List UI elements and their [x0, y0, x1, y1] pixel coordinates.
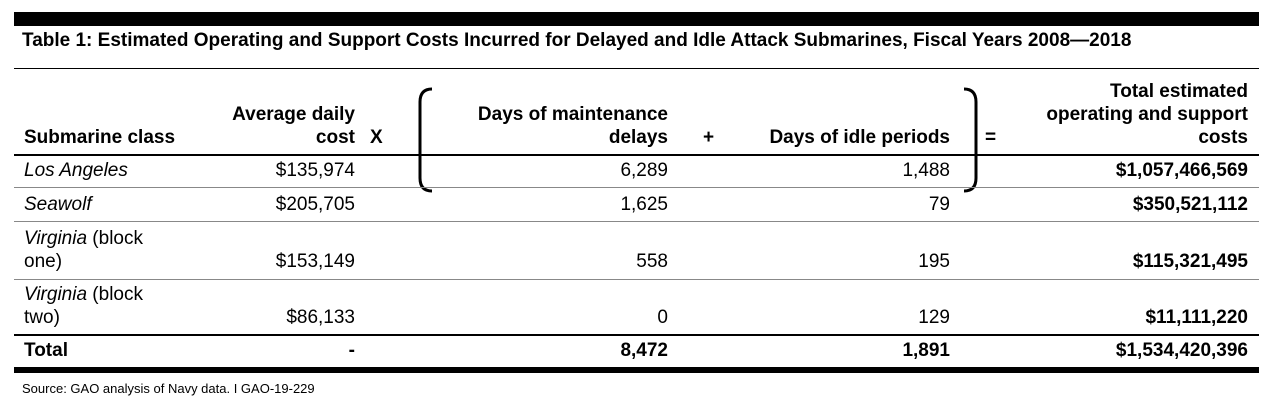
row-maint-days: 0	[657, 307, 668, 328]
row-class	[24, 227, 143, 250]
row-maint-days: 558	[636, 251, 668, 272]
total-idle-days: 1,891	[902, 340, 950, 361]
row-class-name: Virginia	[24, 228, 88, 249]
total-rule	[14, 334, 1259, 336]
header-times-operator: X	[370, 127, 383, 148]
bottom-rule	[14, 367, 1259, 373]
header-maint-delays-line2: delays	[608, 127, 668, 148]
header-maint-delays-line1: Days of maintenance	[477, 104, 668, 125]
row-divider	[14, 279, 1259, 280]
header-avg-cost-line1: Average daily	[232, 104, 355, 125]
row-class-suffix: (block	[87, 284, 143, 305]
row-total: $115,321,495	[1132, 251, 1248, 272]
total-avg-cost: -	[348, 340, 355, 361]
header-rule	[14, 154, 1259, 156]
row-total: $1,057,466,569	[1115, 160, 1248, 181]
header-total-line2: operating and support	[1046, 104, 1248, 125]
row-avg-cost: $153,149	[275, 251, 355, 272]
row-idle-days: 195	[918, 251, 950, 272]
total-maint-days: 8,472	[620, 340, 668, 361]
left-bracket-icon	[410, 86, 440, 194]
row-maint-days: 6,289	[620, 160, 668, 181]
row-total: $11,111,220	[1145, 307, 1248, 328]
row-idle-days: 79	[928, 194, 950, 215]
row-class-name: Virginia	[24, 284, 88, 305]
row-avg-cost: $135,974	[275, 160, 355, 181]
row-divider	[14, 187, 1259, 188]
row-idle-days: 1,488	[902, 160, 950, 181]
row-divider	[14, 221, 1259, 222]
row-avg-cost: $205,705	[275, 194, 355, 215]
total-cost: $1,534,420,396	[1115, 340, 1248, 361]
header-submarine-class: Submarine class	[24, 127, 176, 148]
header-idle-periods: Days of idle periods	[769, 127, 950, 148]
header-equals-operator: =	[985, 127, 997, 148]
header-total-line3: costs	[1198, 127, 1248, 148]
row-class-line2: one)	[24, 251, 63, 272]
source-note: Source: GAO analysis of Navy data. I GAO-19-229	[22, 381, 315, 396]
header-avg-cost-line2: cost	[315, 127, 355, 148]
total-label: Total	[24, 340, 68, 361]
row-class-line2: two)	[24, 307, 60, 328]
header-plus-operator: +	[703, 127, 715, 148]
title-rule	[14, 68, 1259, 69]
row-total: $350,521,112	[1132, 194, 1248, 215]
table-title: Table 1: Estimated Operating and Support Costs Incurred for Delayed and Idle Attack Submarines, Fiscal Years 2008—2018	[22, 30, 1132, 51]
row-class	[24, 283, 143, 306]
right-bracket-icon	[958, 86, 988, 194]
row-class: Seawolf	[24, 194, 92, 215]
top-rule	[14, 12, 1259, 26]
row-idle-days: 129	[918, 307, 950, 328]
row-class-suffix: (block	[87, 228, 143, 249]
header-total-line1: Total estimated	[1110, 81, 1248, 102]
row-avg-cost: $86,133	[286, 307, 355, 328]
row-class: Los Angeles	[24, 160, 128, 181]
row-maint-days: 1,625	[620, 194, 668, 215]
